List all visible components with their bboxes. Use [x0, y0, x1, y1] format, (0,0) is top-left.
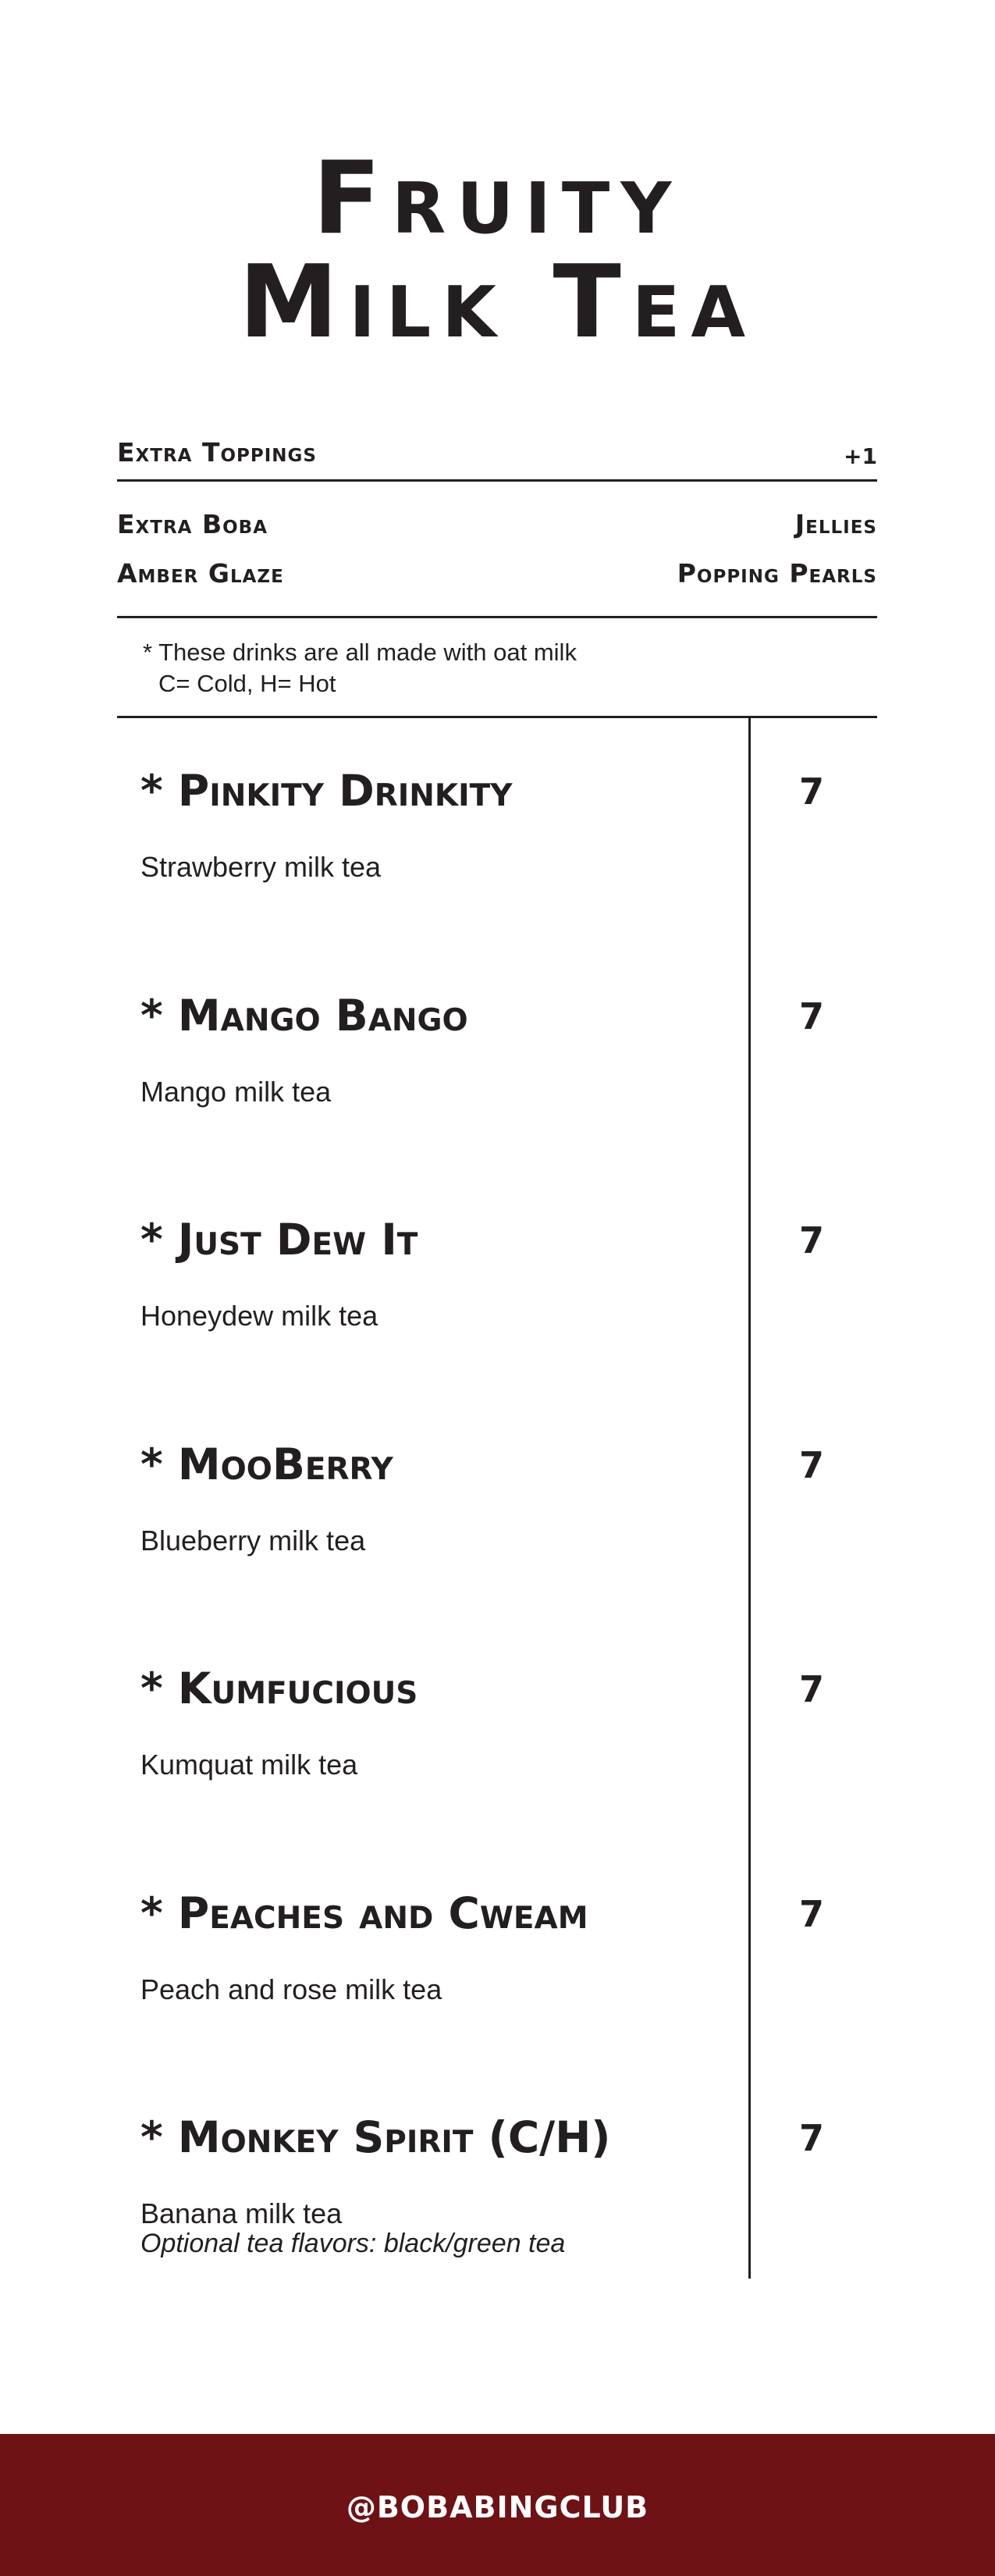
toppings-price: +1	[844, 443, 877, 469]
drink-description: Kumquat milk tea	[140, 1749, 358, 1781]
topping-item: Jellies	[794, 509, 877, 539]
footer-banner	[0, 2434, 995, 2576]
drink-price: 7	[799, 770, 825, 813]
drink-price: 7	[799, 995, 825, 1037]
drink-item	[0, 1888, 995, 2090]
drink-price: 7	[799, 1444, 825, 1486]
drink-item	[0, 765, 995, 968]
note-oat-milk: * These drinks are all made with oat milk	[143, 639, 577, 666]
drink-extra-note: Optional tea flavors: black/green tea	[140, 2229, 566, 2258]
drink-name: * Monkey Spirit (C/H)	[140, 2112, 611, 2162]
topping-item: Extra Boba	[117, 509, 268, 539]
divider	[117, 479, 877, 482]
topping-item: Amber Glaze	[117, 558, 284, 589]
drink-item	[0, 1663, 995, 1866]
note-temperature: C= Cold, H= Hot	[158, 670, 336, 697]
menu-title	[0, 141, 995, 361]
title-line-1: Fruity	[312, 141, 683, 257]
drink-name: * Mango Bango	[140, 991, 468, 1041]
drink-price: 7	[799, 1219, 825, 1261]
toppings-header	[117, 437, 877, 478]
divider	[117, 616, 877, 618]
drink-description: Banana milk tea	[140, 2197, 343, 2229]
drink-name: * MooBerry	[140, 1439, 393, 1489]
drink-price: 7	[799, 1668, 825, 1710]
drink-description: Honeydew milk tea	[140, 1300, 378, 1332]
drink-price: 7	[799, 1893, 825, 1935]
drink-name: * Just Dew It	[140, 1215, 418, 1265]
drink-description: Mango milk tea	[140, 1076, 332, 1108]
social-handle: @BOBABINGCLUB	[346, 2490, 649, 2524]
topping-item: Popping Pearls	[677, 558, 877, 589]
drink-price: 7	[799, 2117, 825, 2159]
drink-name: * Kumfucious	[140, 1663, 418, 1713]
drink-description: Peach and rose milk tea	[140, 1973, 442, 2005]
drink-item	[0, 1214, 995, 1417]
divider	[117, 716, 877, 718]
drink-name: * Pinkity Drinkity	[140, 766, 513, 816]
drink-description: Blueberry milk tea	[140, 1525, 366, 1557]
drink-description: Strawberry milk tea	[140, 851, 382, 883]
toppings-label: Extra Toppings	[117, 437, 317, 468]
title-line-2: Milk Tea	[239, 244, 756, 361]
drink-name: * Peaches and Cweam	[140, 1888, 588, 1938]
drink-item	[0, 2112, 995, 2314]
drink-item	[0, 990, 995, 1193]
drink-item	[0, 1439, 995, 1642]
